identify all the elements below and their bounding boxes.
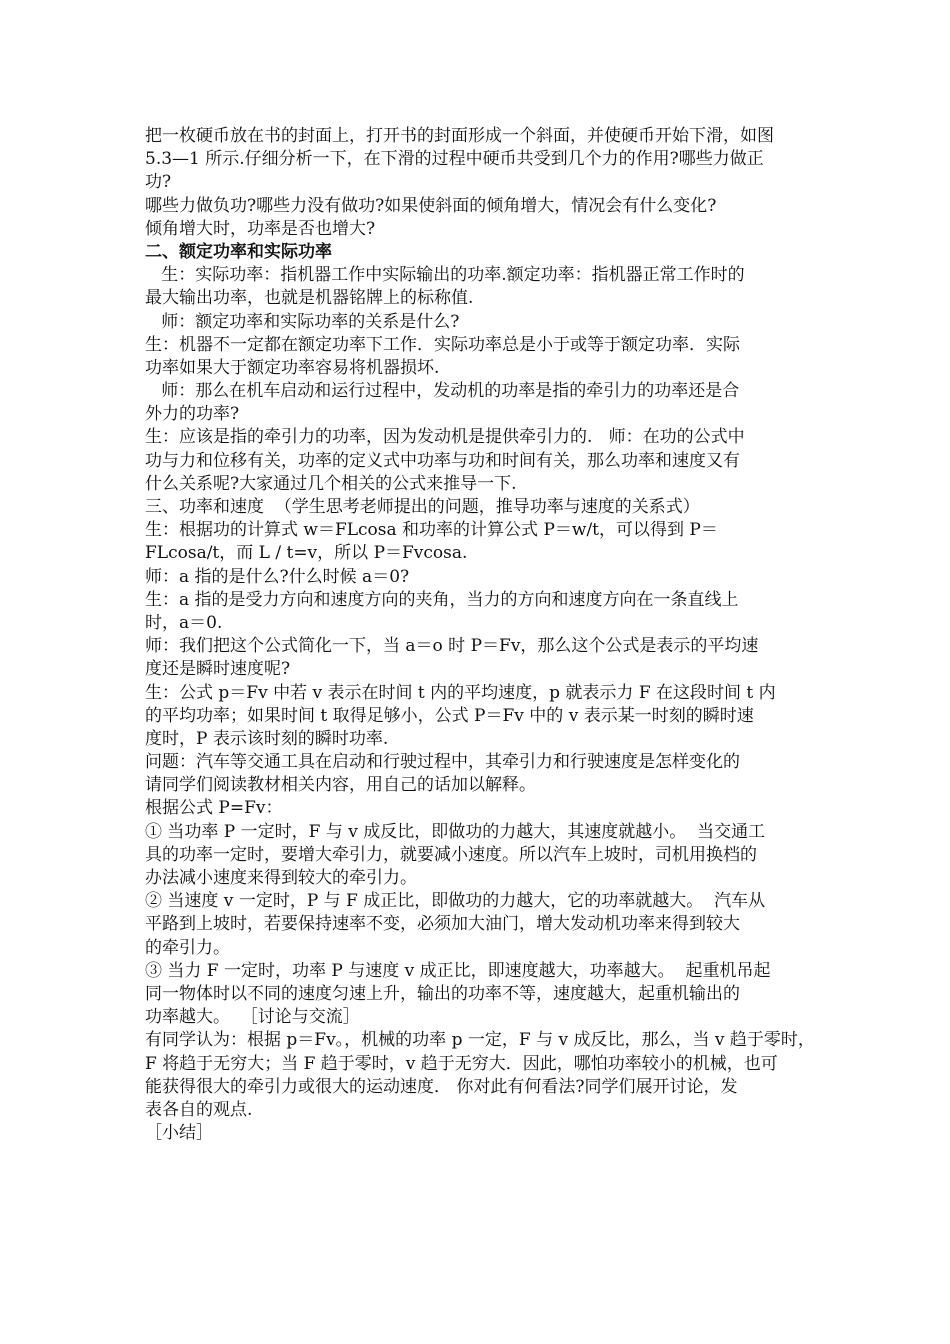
text-line: 同一物体时以不同的速度匀速上升，输出的功率不等，速度越大，起重机输出的: [145, 983, 740, 1004]
text-line: 平路到上坡时，若要保持速率不变，必须加大油门，增大发动机功率来得到较大: [145, 914, 740, 935]
text-line: 功率越大。 ［讨论与交流］: [145, 1007, 360, 1028]
text-line: 生：公式 p＝Fv 中若 v 表示在时间 t 内的平均速度，p 就表示力 F 在这段时间 t 内: [145, 682, 776, 703]
text-line: 办法减小速度来得到较大的牵引力。: [145, 868, 417, 888]
text-line: 根据公式 P=Fv：: [145, 798, 283, 819]
text-line: 度还是瞬时速度呢?: [145, 659, 291, 680]
text-line: 问题：汽车等交通工具在启动和行驶过程中，其牵引力和行驶速度是怎样变化的: [145, 752, 740, 773]
text-line: 的牵引力。: [145, 937, 230, 958]
text-line: F 将趋于无穷大；当 F 趋于零时，v 趋于无穷大．因此，哪怕功率较小的机械，也可: [145, 1053, 778, 1074]
text-line: 生：a 指的是受力方向和速度方向的夹角，当力的方向和速度方向在一条直线上: [145, 589, 739, 610]
text-line: 功?: [145, 172, 172, 193]
text-line: 生：机器不一定都在额定功率下工作．实际功率总是小于或等于额定功率．实际: [145, 334, 740, 355]
text-line: 具的功率一定时，要增大牵引力，就要减小速度。所以汽车上坡时，司机用换档的: [145, 844, 757, 865]
text-line: 外力的功率?: [145, 404, 240, 425]
text-line: 最大输出功率，也就是机器铭牌上的标称值.: [145, 288, 474, 309]
text-line: 生：应该是指的牵引力的功率，因为发动机是提供牵引力的. 师：在功的公式中: [145, 427, 745, 448]
text-line: 请同学们阅读教材相关内容，用自己的话加以解释。: [145, 775, 536, 796]
text-line: 师：额定功率和实际功率的关系是什么?: [145, 311, 460, 332]
text-line: 师：我们把这个公式简化一下，当 a＝o 时 P＝Fv，那么这个公式是表示的平均速: [145, 636, 759, 657]
text-line: ② 当速度 v 一定时，P 与 F 成正比，即做功的力越大，它的功率就越大。 汽车从: [145, 891, 766, 912]
text-line: 生：实际功率：指机器工作中实际输出的功率.额定功率：指机器正常工作时的: [145, 265, 745, 286]
text-line: 功与力和位移有关，功率的定义式中功率与功和时间有关，那么功率和速度又有: [145, 450, 740, 471]
text-line: 5.3—1 所示.仔细分析一下，在下滑的过程中硬币共受到几个力的作用?哪些力做正: [145, 149, 764, 170]
text-line: 倾角增大时，功率是否也增大?: [145, 218, 376, 239]
text-line: 哪些力做负功?哪些力没有做功?如果使斜面的倾角增大，情况会有什么变化?: [145, 195, 717, 216]
section-heading-rated-power: 二、额定功率和实际功率: [145, 241, 332, 262]
text-line: 把一枚硬币放在书的封面上，打开书的封面形成一个斜面，并使硬币开始下滑，如图: [145, 126, 774, 146]
summary-label: ［小结］: [145, 1123, 213, 1144]
text-line: 功率如果大于额定功率容易将机器损坏.: [145, 357, 440, 378]
text-line: 什么关系呢?大家通过几个相关的公式来推导一下.: [145, 473, 517, 494]
text-line: FLcosa/t，而 L / t=v，所以 P＝Fvcosa.: [145, 543, 468, 564]
text-line: 师：那么在机车启动和运行过程中，发动机的功率是指的牵引力的功率还是合: [145, 381, 740, 402]
text-line: ③ 当力 F 一定时，功率 P 与速度 v 成正比，即速度越大，功率越大。 起重机吊起: [145, 960, 771, 981]
text-line: ① 当功率 P 一定时，F 与 v 成反比，即做功的力越大，其速度就越小。 当交通工: [145, 821, 766, 842]
text-line: 度时，P 表示该时刻的瞬时功率.: [145, 728, 389, 749]
text-line: 生：根据功的计算式 w＝FLcosa 和功率的计算公式 P＝w/t，可以得到 P＝: [145, 520, 718, 541]
text-line: 能获得很大的牵引力或很大的运动速度． 你对此有何看法?同学们展开讨论，发: [145, 1076, 738, 1097]
section-heading-power-speed: 三、功率和速度 （学生思考老师提出的问题，推导功率与速度的关系式）: [145, 497, 700, 517]
text-line: 时，a＝0.: [145, 612, 223, 633]
document-body: [145, 125, 813, 1145]
text-line: 的平均功率；如果时间 t 取得足够小，公式 P＝Fv 中的 v 表示某一时刻的瞬时速: [145, 705, 754, 726]
text-line: 师：a 指的是什么?什么时候 a＝0?: [145, 566, 410, 587]
text-line: 有同学认为：根据 p＝Fv。，机械的功率 p 一定，F 与 v 成反比，那么，当 v 趋于零时，: [145, 1030, 815, 1051]
text-line: 表各自的观点.: [145, 1099, 253, 1120]
